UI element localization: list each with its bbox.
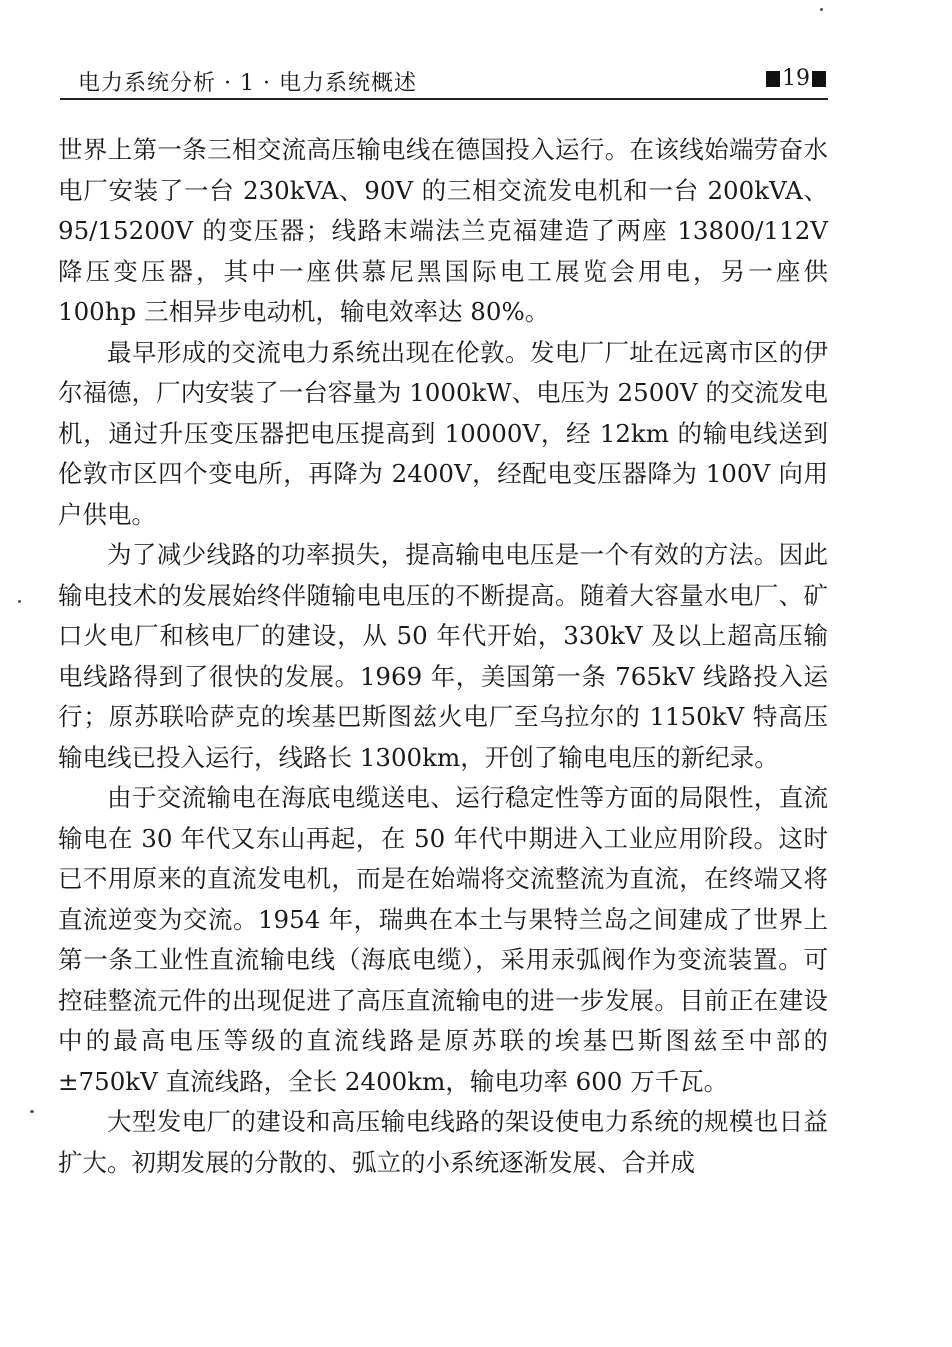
paragraph-2: 最早形成的交流电力系统出现在伦敦。发电厂厂址在远离市区的伊尔福德，厂内安装了一台容量为 1000kW、电压为 2500V 的交流发电机，通过升压变压器把电压提高到 10000V，经 12km 的输电线送到伦敦市区四个变电所，再降为 2400V，经配电变压器降为 100V 向用户供电。 xyxy=(58,337,828,529)
page-number xyxy=(764,66,828,91)
paragraph-3: 为了减少线路的功率损失，提高输电电压是一个有效的方法。因此输电技术的发展始终伴随输电电压的不断提高。随着大容量水电厂、矿口火电厂和核电厂的建设，从 50 年代开始，330kV 及以上超高压输电线路得到了很快的发展。1969 年，美国第一条 765kV 线路投入运行；原苏联哈萨克的埃基巴斯图兹火电厂至乌拉尔的 1150kV 特高压输电线已投入运行，线路长 1300km，开创了输电电压的新纪录。 xyxy=(58,540,828,772)
scan-speck xyxy=(820,8,823,11)
page-header xyxy=(60,64,828,100)
scan-speck xyxy=(18,600,21,603)
page-number-text: 19 xyxy=(782,66,810,91)
paragraph-4: 由于交流输电在海底电缆送电、运行稳定性等方面的局限性，直流输电在 30 年代又东山再起，在 50 年代中期进入工业应用阶段。这时已不用原来的直流发电机，而是在始端将交流整流为直流，在终端又将直流逆变为交流。1954 年，瑞典在本土与果特兰岛之间建成了世界上第一条工业性直流输电线（海底电缆），采用汞弧阀作为变流装置。可控硅整流元件的出现促进了高压直流输电的进一步发展。目前正在建设中的最高电压等级的直流线路是原苏联的埃基巴斯图兹至中部的 ±750kV 直流线路，全长 2400km，输电功率 600 万千瓦。 xyxy=(58,783,828,1096)
paragraph-5: 大型发电厂的建设和高压输电线路的架设使电力系统的规模也日益扩大。初期发展的分散的、弧立的小系统逐渐发展、合并成 xyxy=(58,1107,828,1177)
body-text xyxy=(58,130,828,1183)
running-head: 电力系统分析 · 1 · 电力系统概述 xyxy=(78,71,417,96)
scan-speck xyxy=(30,1110,34,1113)
page-marker-left-icon xyxy=(766,71,780,87)
paragraph-1: 世界上第一条三相交流高压输电线在德国投入运行。在该线始端劳奋水电厂安装了一台 230kVA、90V 的三相交流发电机和一台 200kVA、95/15200V 的变压器；线路末端法兰克福建造了两座 13800/112V 降压变压器，其中一座供慕尼黑国际电工展览会用电，另一座供 100hp 三相异步电动机，输电效率达 80%。 xyxy=(58,135,828,326)
page-marker-right-icon xyxy=(812,71,826,87)
